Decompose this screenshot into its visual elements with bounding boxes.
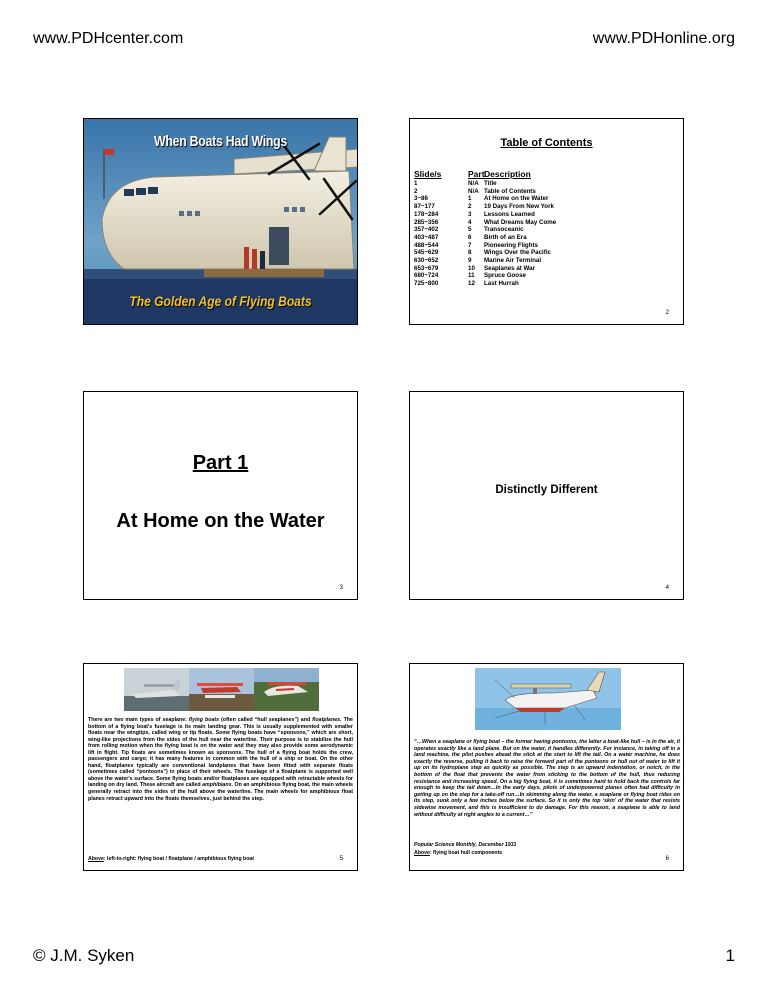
toc-row: [414, 234, 556, 242]
toc-cell-part: 6: [468, 233, 472, 241]
part-title: Part 1: [192, 452, 249, 474]
toc-cell-slides: 488~544: [414, 241, 439, 249]
toc-cell-description: Transoceanic: [484, 226, 524, 234]
toc-cell-part: 2: [468, 203, 472, 211]
toc-cell-slides: 725~800: [414, 280, 439, 288]
toc-cell-description: What Dreams May Come: [484, 218, 557, 226]
toc-cell-slides: 87~177: [414, 203, 435, 211]
slide-2-table-of-contents: [409, 118, 684, 325]
toc-cell-slides: 2: [414, 187, 418, 195]
toc-row: [414, 265, 556, 273]
toc-header-row: [414, 169, 556, 180]
seaplane-photos: [124, 668, 319, 711]
toc-cell-slides: 178~284: [414, 210, 439, 218]
slide-number: 5: [339, 856, 343, 862]
paragraph-text: . On an amphibious flying boat, the main wheels generally retract into the sides of the hull above the waterline. The main wheels for amphibious float planes retract upward into the floats themselves, just behind the step.: [88, 782, 353, 802]
toc-row: [414, 211, 556, 219]
slide-1-subtitle: The Golden Age of Flying Boats: [129, 293, 312, 309]
header-left-url: www.PDHcenter.com: [33, 30, 184, 47]
seaplane-types-paragraph: [88, 717, 353, 802]
toc-cell-part: 10: [468, 264, 475, 272]
term-amphibians: amphibians: [202, 782, 232, 789]
toc-row: [414, 226, 556, 234]
toc-row: [414, 195, 556, 203]
paragraph-text: (often called “hull seaplanes”) and: [219, 717, 313, 723]
toc-row: [414, 219, 556, 227]
amphibious-flying-boat-photo: [254, 668, 319, 711]
toc-cell-description: Marine Air Terminal: [484, 257, 542, 265]
floatplane-photo: [189, 668, 254, 711]
toc-cell-description: Table of Contents: [484, 187, 536, 195]
slide-6-flying-boat-hull: [409, 663, 684, 871]
toc-row: [414, 242, 556, 250]
footer-author: © J.M. Syken: [33, 946, 135, 965]
toc-cell-part: N/A: [468, 187, 479, 195]
toc-cell-part: 12: [468, 280, 475, 288]
toc-cell-slides: 1: [414, 180, 418, 187]
paragraph-text: There are two main types of seaplane:: [88, 717, 189, 723]
toc-cell-part: 1: [468, 195, 472, 203]
hull-components-diagram: [475, 668, 621, 730]
slide-number: 4: [665, 585, 669, 591]
toc-cell-part: 5: [468, 226, 472, 234]
slide-4-distinctly-different: [409, 391, 684, 600]
toc-cell-part: 4: [468, 218, 472, 226]
slide-number: 3: [339, 585, 343, 591]
toc-cell-part: 8: [468, 249, 472, 257]
toc-cell-slides: 653~679: [414, 264, 439, 272]
toc-cell-slides: 680~724: [414, 272, 439, 280]
part-subtitle: At Home on the Water: [116, 510, 325, 532]
caption-label: Above: [88, 856, 104, 862]
toc-cell-description: Wings Over the Pacific: [484, 249, 551, 257]
toc-cell-slides: 403~487: [414, 233, 439, 241]
toc-cell-slides: 357~402: [414, 226, 439, 234]
toc-cell-description: Pioneering Flights: [484, 241, 538, 249]
slide-1-heading: When Boats Had Wings: [153, 133, 287, 150]
paragraph-text: The bottom of a flying boat's fuselage is its main landing gear. This is usually supplemented with smaller floats near the wingtips, called wing or tip floats. Some flying boats have “sponsons,” which are short, wing-like projections from the sides of the hull near the waterline. Their purpose is to stabilize the hull from rolling motion when the flying boat is on the water and they may also provide some aerodynamic lift in flight. Tip floats are sometimes known as sponsons. The hull of a flying boat holds the crew, passengers and cargo; it has many features in common with the hull of a ship or boat. On the other hand, floatplanes typically are conventional landplanes that have been fitted with separate floats (sometimes called “pontoons”) in place of their wheels. The fuselage of a floatplane is supported well above the water's surface. Some flying boats and/or floatplanes are equipped with retractable wheels for landing on dry land. These aircraft are called: [88, 717, 353, 789]
footer-page-number: 1: [725, 946, 735, 965]
toc-header-description: Description: [484, 169, 531, 179]
term-floatplanes: floatplanes.: [312, 717, 342, 723]
toc-cell-part: 11: [468, 272, 475, 280]
quote-source: Popular Science Monthly, December 1931: [414, 842, 517, 848]
header-right-url: www.PDHonline.org: [592, 30, 735, 47]
toc-row: [414, 203, 556, 211]
toc-table: [414, 169, 556, 288]
toc-cell-description: 19 Days From New York: [484, 203, 554, 211]
toc-cell-slides: 3~86: [414, 195, 428, 203]
toc-cell-description: At Home on the Water: [484, 195, 549, 203]
toc-row: [414, 257, 556, 265]
slide-5-seaplane-types: [83, 663, 358, 871]
slide-6-caption: [414, 850, 502, 856]
caption-text: : left-to-right: flying boat / floatplane / amphibious flying boat: [103, 856, 254, 862]
slide-5-caption: [88, 856, 254, 862]
toc-cell-description: Last Hurrah: [484, 280, 519, 288]
toc-row: [414, 188, 556, 196]
toc-cell-description: Title: [484, 180, 497, 187]
caption-text: : flying boat hull components: [429, 850, 503, 856]
toc-title: Table of Contents: [500, 137, 593, 149]
toc-cell-part: 7: [468, 241, 472, 249]
toc-row: [414, 272, 556, 280]
caption-label: Above: [414, 850, 430, 856]
slide-number: 6: [665, 856, 669, 862]
term-flying-boats: flying boats: [188, 717, 220, 723]
toc-header-slides: Slide/s: [414, 169, 442, 179]
toc-header-part: Part: [468, 169, 485, 179]
toc-cell-description: Lessons Learned: [484, 210, 535, 218]
slide-number: 2: [665, 310, 669, 316]
toc-cell-part: 9: [468, 257, 472, 265]
toc-cell-part: N/A: [468, 180, 479, 187]
toc-row: [414, 249, 556, 257]
toc-cell-description: Seaplanes at War: [484, 264, 536, 272]
toc-row: [414, 180, 556, 188]
toc-cell-description: Birth of an Era: [484, 233, 527, 241]
toc-cell-part: 3: [468, 210, 472, 218]
slide-3-part-1: [83, 391, 358, 600]
toc-row: [414, 280, 556, 288]
toc-cell-slides: 630~652: [414, 257, 439, 265]
toc-cell-slides: 545~629: [414, 249, 439, 257]
slide-4-heading: Distinctly Different: [495, 484, 598, 496]
toc-cell-slides: 285~356: [414, 218, 439, 226]
toc-cell-description: Spruce Goose: [484, 272, 526, 280]
slide-1-title: [83, 118, 358, 325]
popular-science-quote: “…When a seaplane or flying boat – the former having pontoons, the latter a boat-like hull – is in the air, it operates exactly like a land plane. But on the water, it handles differently. For instance, in taking off in a land machine, the pilot pushes ahead the stick at the start to lift the tail. On a water machine, he does exactly the reverse, pulling it back to raise the forward part of the pontoons or hull out of water to lift it up on its hydroplane step as quickly as possible. The step is an upward indentation, or notch, in the bottom of the float that prevents the water from sticking to the bottom of the hull, thus reducing resistance and increasing speed. On a big flying boat, it is sometimes hard to hold back the controls far enough to keep the tail down…In the early days, pilots of underpowered planes often had difficulty in getting up on the step for a take-off run…In skimming along the water, a seaplane or flying boat rides on its step, sunk only a few inches below the surface. So it is only the top ‘skin’ of the water that resists sidewise movement, and this is insufficient to do damage. For this reason, a seaplane is able to land without difficulty at right angles to a current…”: [414, 739, 680, 818]
flying-boat-photo: [124, 668, 189, 711]
